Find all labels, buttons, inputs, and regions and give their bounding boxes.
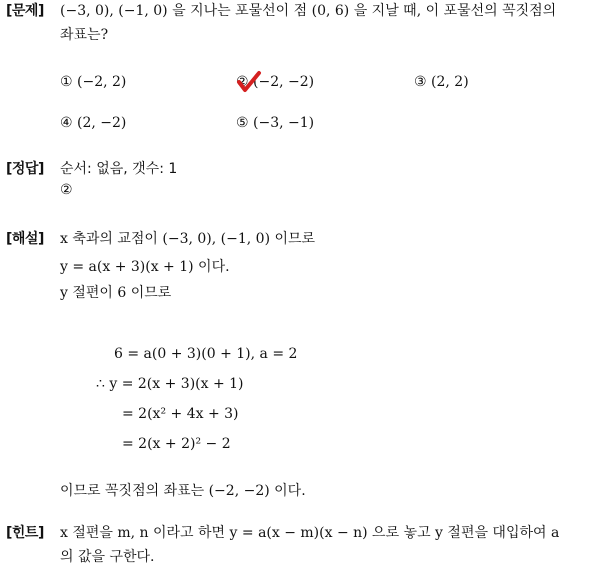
choice-3[interactable] bbox=[414, 74, 469, 90]
hint-label: [힌트] bbox=[6, 525, 44, 541]
solution-line1: x 축과의 교점이 (−3, 0), (−1, 0) 이므로 bbox=[60, 231, 316, 247]
solution-label: [해설] bbox=[6, 231, 44, 247]
choice-number: ③ bbox=[414, 74, 427, 90]
answer-line2: ② bbox=[60, 182, 73, 198]
choice-5[interactable] bbox=[236, 115, 314, 131]
choice-number: ① bbox=[60, 74, 73, 90]
hint-line1: x 절편을 m, n 이라고 하면 y = a(x − m)(x − n) 으로 놓고 y 절편을 대입하여 a bbox=[60, 525, 560, 541]
choice-text: (−2, −2) bbox=[253, 74, 315, 90]
answer-line1: 순서: 없음, 갯수: 1 bbox=[60, 161, 178, 177]
equation-2: ∴ y = 2(x + 3)(x + 1) bbox=[96, 376, 244, 392]
equation-3: = 2(x² + 4x + 3) bbox=[122, 406, 239, 422]
correct-check-icon bbox=[236, 70, 262, 94]
choice-number: ② bbox=[236, 74, 249, 90]
equation-1: 6 = a(0 + 3)(0 + 1), a = 2 bbox=[114, 346, 298, 362]
choice-number: ⑤ bbox=[236, 115, 249, 131]
problem-text-line1: (−3, 0), (−1, 0) 을 지나는 포물선이 점 (0, 6) 을 지날 때, 이 포물선의 꼭짓점의 bbox=[60, 3, 557, 19]
solution-conclusion: 이므로 꼭짓점의 좌표는 (−2, −2) 이다. bbox=[60, 483, 306, 499]
problem-label: [문제] bbox=[6, 3, 44, 19]
problem-text-line2: 좌표는? bbox=[60, 27, 109, 43]
choice-text: (−3, −1) bbox=[253, 115, 315, 131]
choice-number: ④ bbox=[60, 115, 73, 131]
answer-label: [정답] bbox=[6, 161, 44, 177]
equation-4: = 2(x + 2)² − 2 bbox=[122, 436, 231, 452]
choice-text: (2, 2) bbox=[431, 74, 469, 90]
hint-line2: 의 값을 구한다. bbox=[60, 549, 155, 565]
choice-text: (2, −2) bbox=[77, 115, 127, 131]
choice-text: (−2, 2) bbox=[77, 74, 127, 90]
solution-line2: y = a(x + 3)(x + 1) 이다. bbox=[60, 259, 230, 275]
solution-line3: y 절편이 6 이므로 bbox=[60, 285, 172, 301]
choice-1[interactable] bbox=[60, 74, 126, 90]
choice-4[interactable] bbox=[60, 115, 126, 131]
